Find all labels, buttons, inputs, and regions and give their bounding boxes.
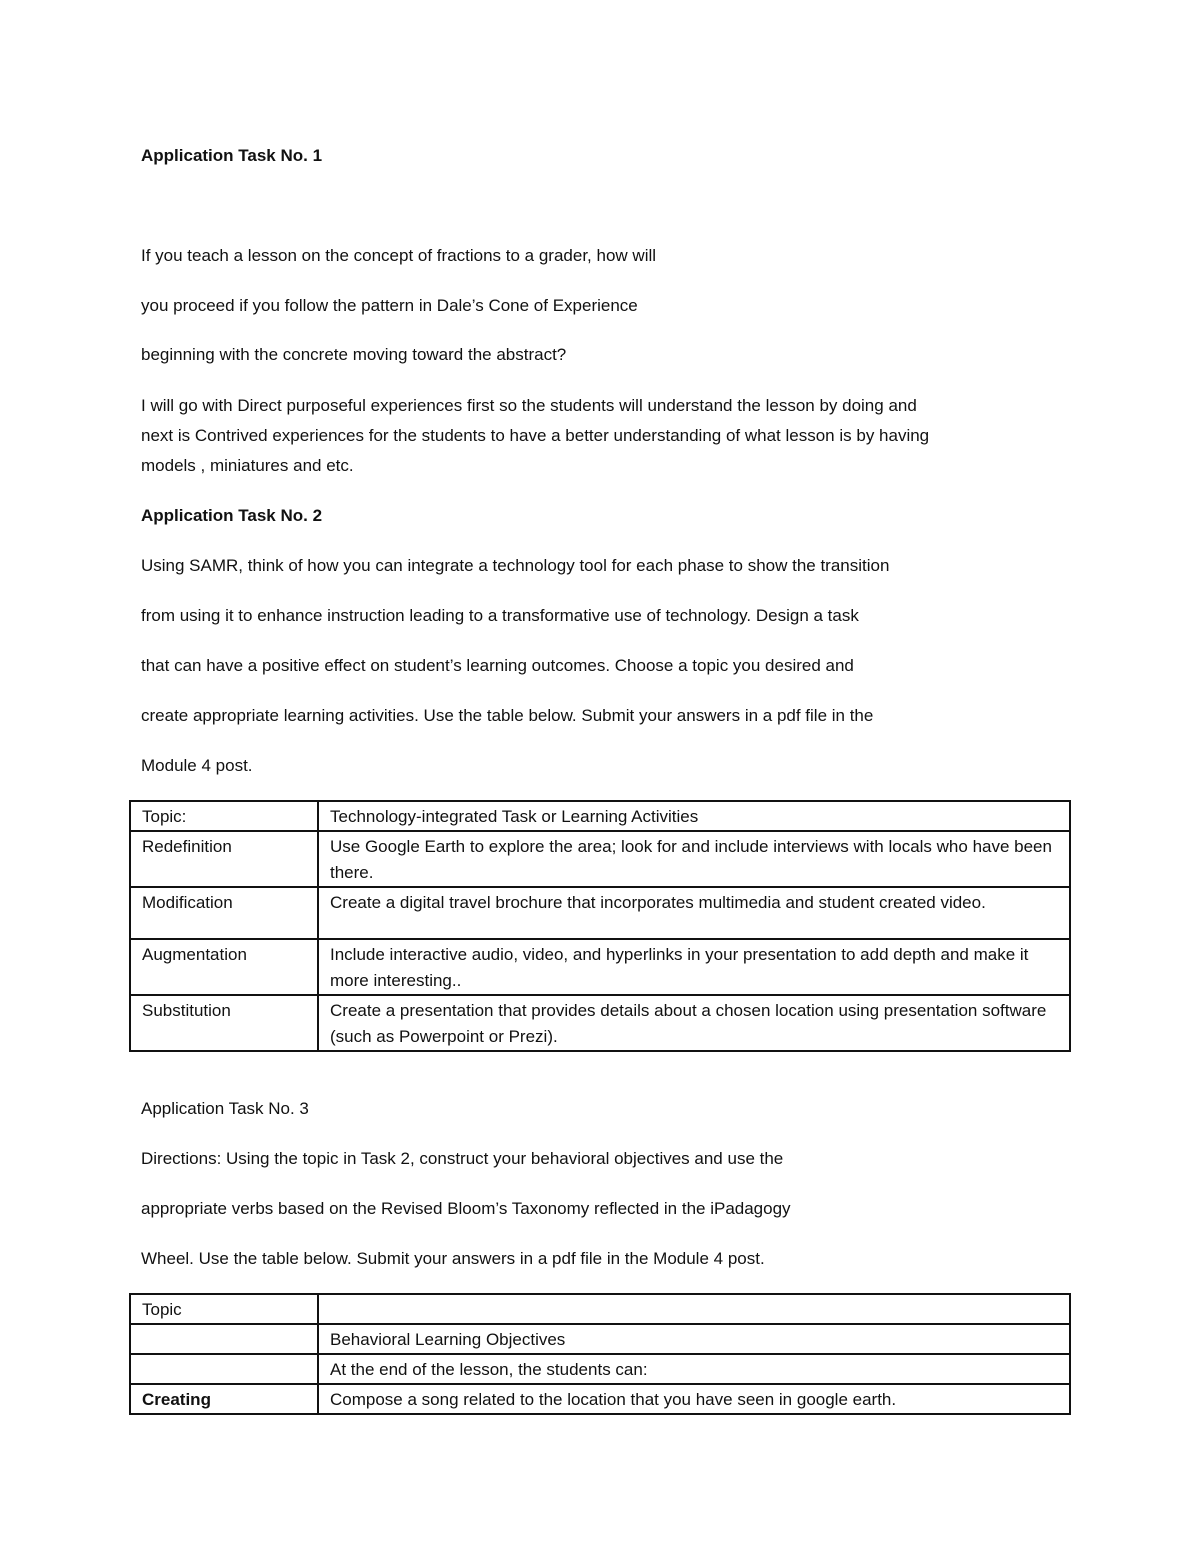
objectives-value-cell: Compose a song related to the location that you have seen in google earth. — [318, 1384, 1070, 1414]
table-header-cell: Topic: — [130, 801, 318, 831]
table-row — [130, 1384, 1070, 1414]
task1-answer-line: next is Contrived experiences for the students to have a better understanding of what lesson is by having — [141, 426, 930, 445]
task2-instruction-line: Module 4 post. — [141, 756, 253, 775]
samr-activity-cell: Include interactive audio, video, and hyperlinks in your presentation to add depth and make it more interesting.. — [318, 939, 1070, 995]
samr-table — [129, 800, 1071, 1052]
task3-instruction-line: appropriate verbs based on the Revised Bloom’s Taxonomy reflected in the iPadagogy — [141, 1199, 791, 1218]
objectives-value-cell — [318, 1294, 1070, 1324]
task1-question-line: If you teach a lesson on the concept of fractions to a grader, how will — [141, 246, 657, 265]
task1-answer-line: I will go with Direct purposeful experiences first so the students will understand the lesson by doing and — [141, 396, 917, 415]
task2-instruction-line: create appropriate learning activities. Use the table below. Submit your answers in a pdf file in the — [141, 706, 874, 725]
samr-phase-cell: Redefinition — [130, 831, 318, 887]
table-row — [130, 995, 1070, 1051]
task2-heading: Application Task No. 2 — [141, 506, 323, 525]
table-row — [130, 887, 1070, 939]
objectives-value-cell: Behavioral Learning Objectives — [318, 1324, 1070, 1354]
task3-heading: Application Task No. 3 — [141, 1099, 309, 1118]
objectives-value-cell: At the end of the lesson, the students can: — [318, 1354, 1070, 1384]
task3-instruction-line: Wheel. Use the table below. Submit your answers in a pdf file in the Module 4 post. — [141, 1249, 765, 1268]
task2-instruction-line: from using it to enhance instruction leading to a transformative use of technology. Design a task — [141, 606, 859, 625]
task1-heading: Application Task No. 1 — [141, 146, 323, 165]
task3-instruction-line: Directions: Using the topic in Task 2, construct your behavioral objectives and use the — [141, 1149, 784, 1168]
samr-phase-cell: Augmentation — [130, 939, 318, 995]
table-row — [130, 831, 1070, 887]
table-header-cell: Technology-integrated Task or Learning Activities — [318, 801, 1070, 831]
table-row — [130, 939, 1070, 995]
table-header-row — [130, 801, 1070, 831]
task1-question-line: beginning with the concrete moving toward the abstract? — [141, 345, 567, 364]
table-row — [130, 1324, 1070, 1354]
table-row — [130, 1354, 1070, 1384]
samr-phase-cell: Modification — [130, 887, 318, 939]
objectives-label-cell: Topic — [130, 1294, 318, 1324]
objectives-label-cell — [130, 1354, 318, 1384]
objectives-table — [129, 1293, 1071, 1415]
task2-instruction-line: that can have a positive effect on student’s learning outcomes. Choose a topic you desired and — [141, 656, 854, 675]
samr-phase-cell: Substitution — [130, 995, 318, 1051]
samr-activity-cell: Create a presentation that provides details about a chosen location using presentation software (such as Powerpoint or Prezi). — [318, 995, 1070, 1051]
task1-question-line: you proceed if you follow the pattern in Dale’s Cone of Experience — [141, 296, 638, 315]
samr-activity-cell: Use Google Earth to explore the area; look for and include interviews with locals who have been there. — [318, 831, 1070, 887]
objectives-label-cell: Creating — [130, 1384, 318, 1414]
task2-instruction-line: Using SAMR, think of how you can integrate a technology tool for each phase to show the transition — [141, 556, 890, 575]
table-row — [130, 1294, 1070, 1324]
task1-answer-line: models , miniatures and etc. — [141, 456, 354, 475]
samr-activity-cell: Create a digital travel brochure that incorporates multimedia and student created video. — [318, 887, 1070, 939]
objectives-label-cell — [130, 1324, 318, 1354]
